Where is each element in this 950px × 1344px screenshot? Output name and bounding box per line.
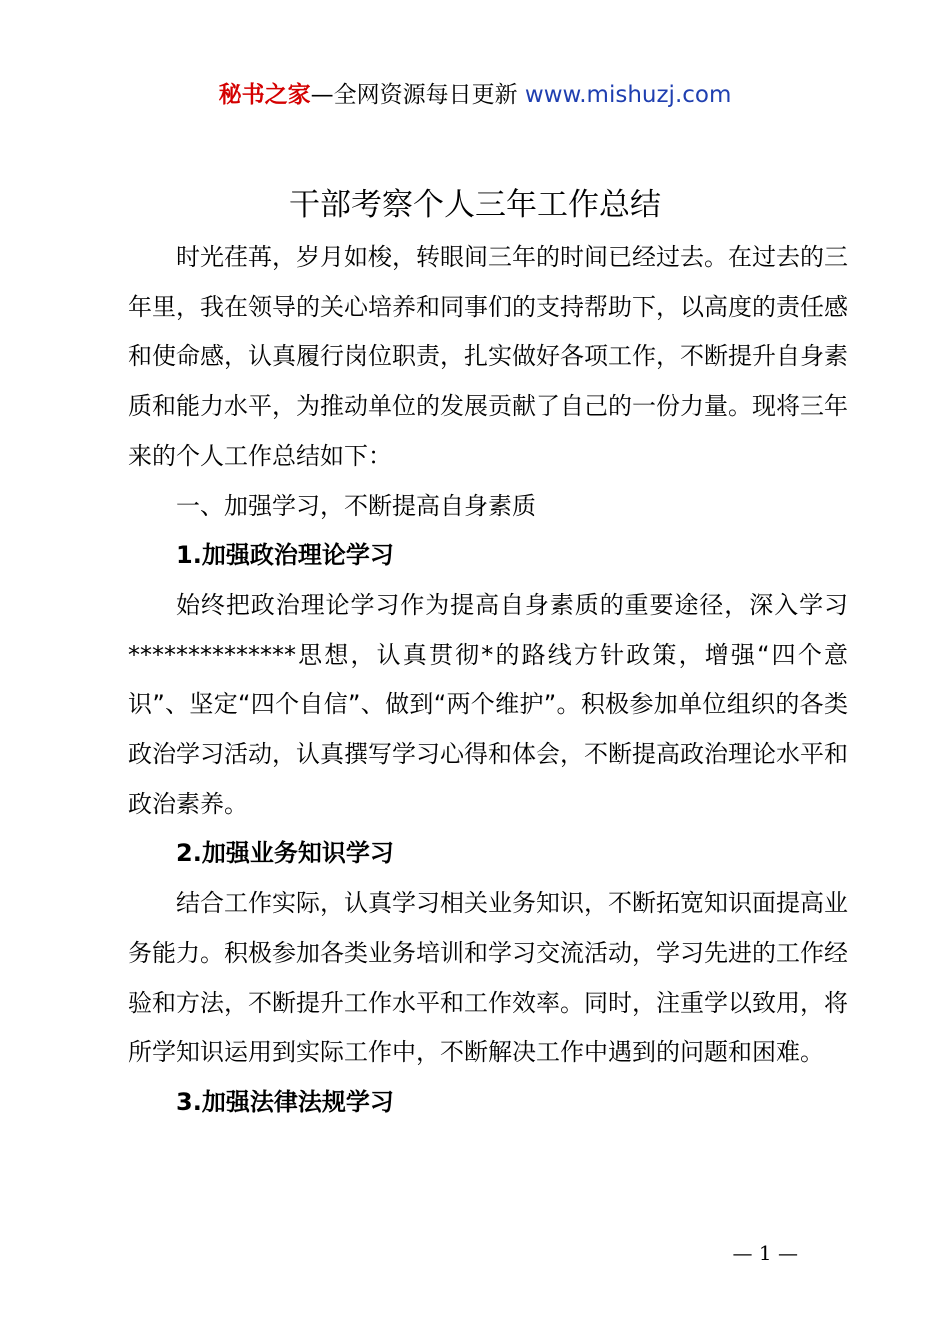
document-title: 干部考察个人三年工作总结 xyxy=(289,187,661,223)
subsection-heading-2: 2.加强业务知识学习 xyxy=(176,839,394,868)
header-brand: 秘书之家 xyxy=(218,82,311,108)
subsection-paragraph-1: 始终把政治理论学习作为提高自身素质的重要途径，深入学习**************思想，认真贯彻*的路线方针政策，增强“四个意识”、坚定“四个自信”、做到“两个维护”。积极参加单位组织的各类政治学习活动，认真撰写学习心得和体会，不断提高政治理论水平和政治素养。 xyxy=(128,590,848,818)
watermark-header xyxy=(0,78,950,112)
subsection-heading-1: 1.加强政治理论学习 xyxy=(176,541,394,570)
subsection-heading-3: 3.加强法律法规学习 xyxy=(176,1087,394,1116)
header-site-url[interactable]: www.mishuzj.com xyxy=(524,82,732,108)
header-tagline: —全网资源每日更新 xyxy=(310,82,525,108)
document-body xyxy=(128,233,848,1128)
intro-paragraph: 时光荏苒，岁月如梭，转眼间三年的时间已经过去。在过去的三年里，我在领导的关心培养和同事们的支持帮助下，以高度的责任感和使命感，认真履行岗位职责，扎实做好各项工作，不断提升自身素质和能力水平，为推动单位的发展贡献了自己的一份力量。现将三年来的个人工作总结如下： xyxy=(128,243,848,470)
subsection-paragraph-2: 结合工作实际，认真学习相关业务知识，不断拓宽知识面提高业务能力。积极参加各类业务培训和学习交流活动，学习先进的工作经验和方法，不断提升工作水平和工作效率。同时，注重学以致用，将所学知识运用到实际工作中，不断解决工作中遇到的问题和困难。 xyxy=(128,889,848,1067)
section-heading: 一、加强学习，不断提高自身素质 xyxy=(176,491,536,520)
page-number-footer xyxy=(0,1238,950,1268)
page-number: — 1 — xyxy=(732,1241,798,1265)
